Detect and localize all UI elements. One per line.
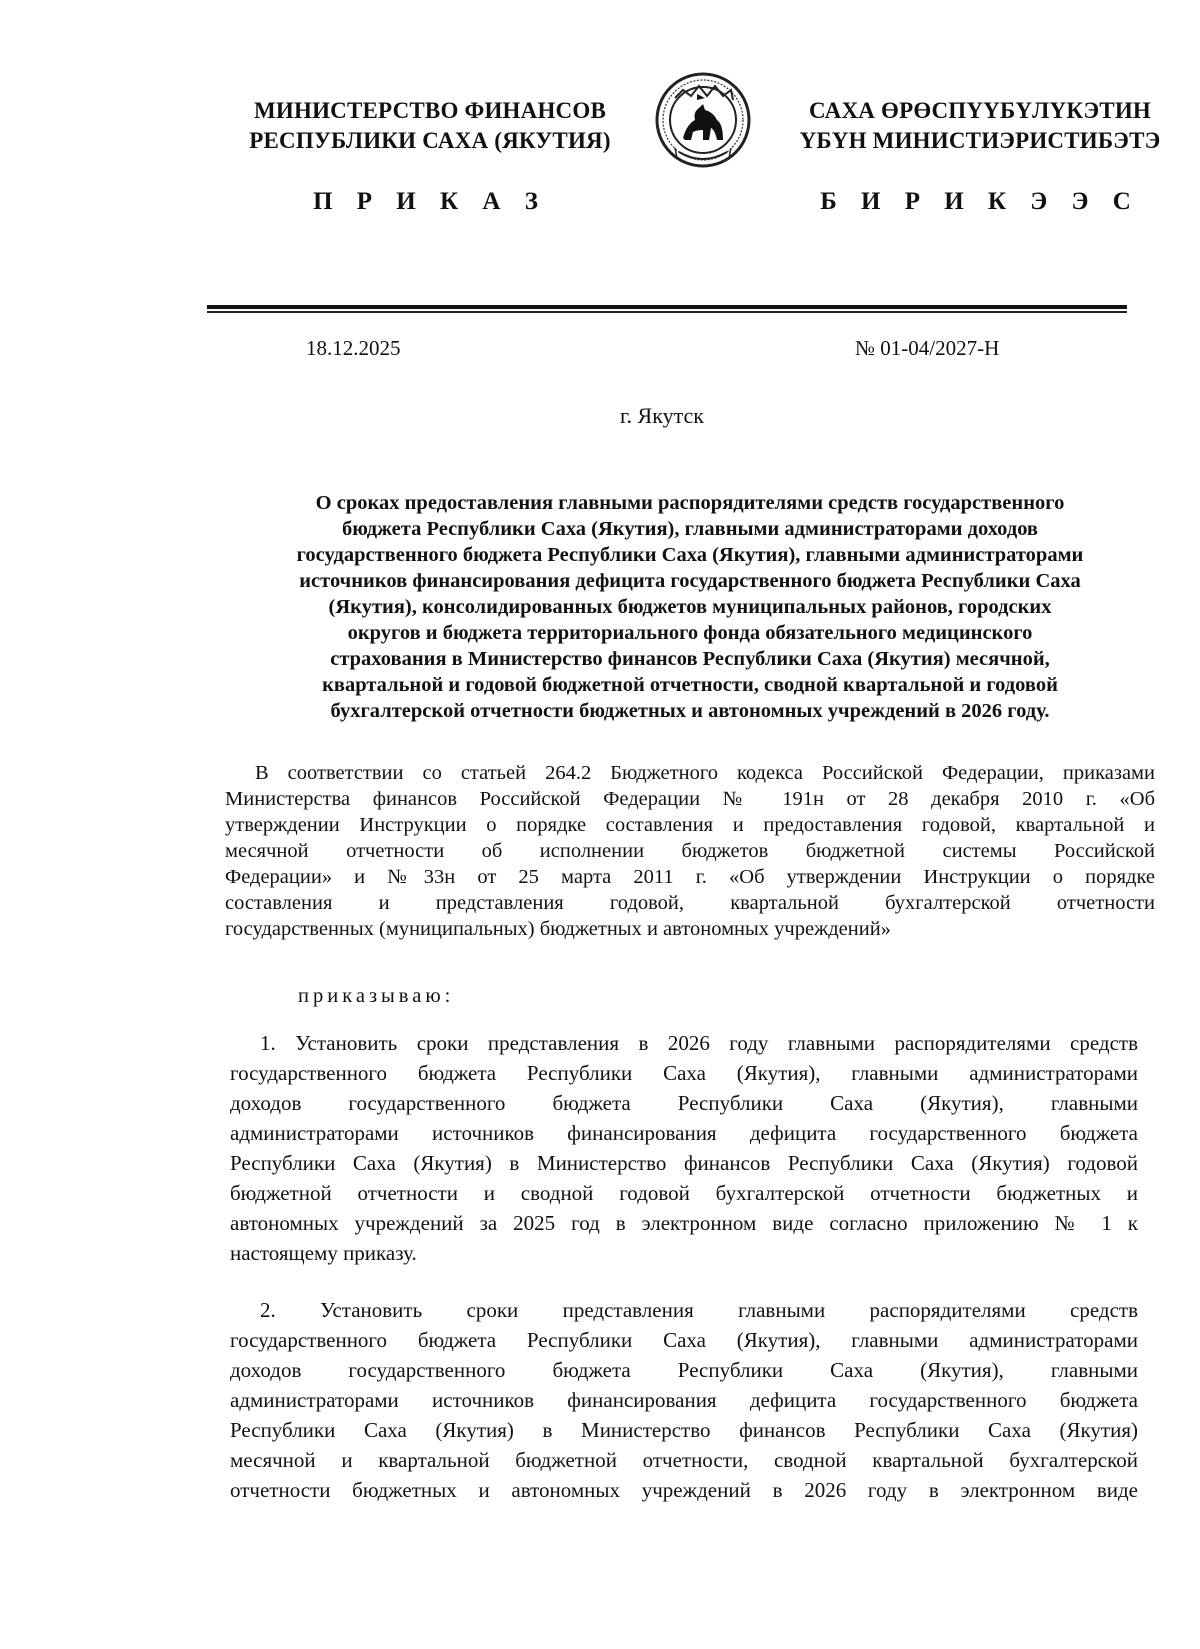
item-line: месячной и квартальной бюджетной отчетности, сводной квартальной бухгалтерской xyxy=(230,1448,1138,1472)
preamble-line: Министерства финансов Российской Федерации № 191н от 28 декабря 2010 г. «Об xyxy=(225,788,1155,810)
title-line: О сроках предоставления главными распорядителями средств государственного xyxy=(315,492,1065,514)
order-number: № 01-04/2027-Н xyxy=(855,336,1000,360)
preamble-line: утверждении Инструкции о порядке составления и предоставления годовой, квартальной и xyxy=(225,814,1155,836)
preamble-line: составления и представления годовой, квартальной бухгалтерской отчетности xyxy=(225,892,1155,914)
title-line: страхования в Министерство финансов Республики Саха (Якутия) месячной, xyxy=(330,648,1050,670)
item-line: администраторами источников финансирования дефицита государственного бюджета xyxy=(230,1121,1138,1145)
ministry-name-line: ҮБҮН МИНИСТИЭРИСТИБЭТЭ xyxy=(799,128,1161,153)
order-date: 18.12.2025 xyxy=(306,336,401,360)
order-city: г. Якутск xyxy=(620,403,704,428)
item-line: администраторами источников финансирования дефицита государственного бюджета xyxy=(230,1388,1138,1412)
preamble-line: месячной отчетности об исполнении бюджетов бюджетной системы Российской xyxy=(225,840,1155,862)
item-line: государственного бюджета Республики Саха (Якутия), главными администраторами xyxy=(230,1061,1138,1085)
item-line: доходов государственного бюджета Республики Саха (Якутия), главными xyxy=(230,1358,1138,1382)
ministry-name-sakha xyxy=(790,96,1170,156)
order-word: приказываю: xyxy=(298,985,455,1007)
doc-type-sakha: Б И Р И К Э Э С xyxy=(820,188,1140,215)
item-line: Республики Саха (Якутия) в Министерство финансов Республики Саха (Якутия) годовой xyxy=(230,1151,1138,1175)
ministry-name-russian xyxy=(240,96,620,156)
item-line: настоящему приказу. xyxy=(230,1241,417,1265)
title-line: округов и бюджета территориального фонда обязательного медицинского xyxy=(347,622,1033,644)
item-line: доходов государственного бюджета Республики Саха (Якутия), главными xyxy=(230,1091,1138,1115)
title-line: квартальной и годовой бюджетной отчетности, сводной квартальной и годовой xyxy=(322,674,1058,696)
ministry-name-line: РЕСПУБЛИКИ САХА (ЯКУТИЯ) xyxy=(249,128,611,153)
order-title xyxy=(220,490,1160,724)
coat-of-arms-icon xyxy=(653,68,753,178)
item-line: отчетности бюджетных и автономных учреждений в 2026 году в электронном виде xyxy=(230,1478,1138,1502)
title-line: государственного бюджета Республики Саха (Якутия), главными администраторами xyxy=(296,544,1084,566)
preamble-line: государственных (муниципальных) бюджетных и автономных учреждений» xyxy=(225,918,891,940)
item-line: 2. Установить сроки представления главными распорядителями средств xyxy=(260,1298,1138,1322)
title-line: бюджета Республики Саха (Якутия), главными администраторами доходов xyxy=(341,518,1039,540)
order-item-2 xyxy=(230,1295,1138,1505)
order-item-1 xyxy=(230,1028,1138,1268)
item-line: бюджетной отчетности и сводной годовой бухгалтерской отчетности бюджетных и xyxy=(230,1181,1138,1205)
preamble-paragraph xyxy=(225,760,1155,942)
item-line: автономных учреждений за 2025 год в электронном виде согласно приложению № 1 к xyxy=(230,1211,1138,1235)
preamble-line: В соответствии со статьей 264.2 Бюджетного кодекса Российской Федерации, приказами xyxy=(255,762,1155,784)
header-divider xyxy=(207,305,1127,314)
doc-type-russian: П Р И К А З xyxy=(313,188,547,215)
title-line: (Якутия), консолидированных бюджетов муниципальных районов, городских xyxy=(328,596,1052,618)
item-line: государственного бюджета Республики Саха (Якутия), главными администраторами xyxy=(230,1328,1138,1352)
ministry-name-line: МИНИСТЕРСТВО ФИНАНСОВ xyxy=(253,98,606,123)
ministry-name-line: САХА ӨРӨСПҮҮБҮЛҮКЭТИН xyxy=(808,98,1152,123)
item-line: Республики Саха (Якутия) в Министерство финансов Республики Саха (Якутия) xyxy=(230,1418,1138,1442)
title-line: источников финансирования дефицита государственного бюджета Республики Саха xyxy=(299,570,1081,592)
title-line: бухгалтерской отчетности бюджетных и автономных учреждений в 2026 году. xyxy=(330,700,1050,722)
item-line: 1. Установить сроки представления в 2026 году главными распорядителями средств xyxy=(260,1031,1138,1055)
preamble-line: Федерации» и №33н от 25 марта 2011 г. «Об утверждении Инструкции о порядке xyxy=(225,866,1155,888)
